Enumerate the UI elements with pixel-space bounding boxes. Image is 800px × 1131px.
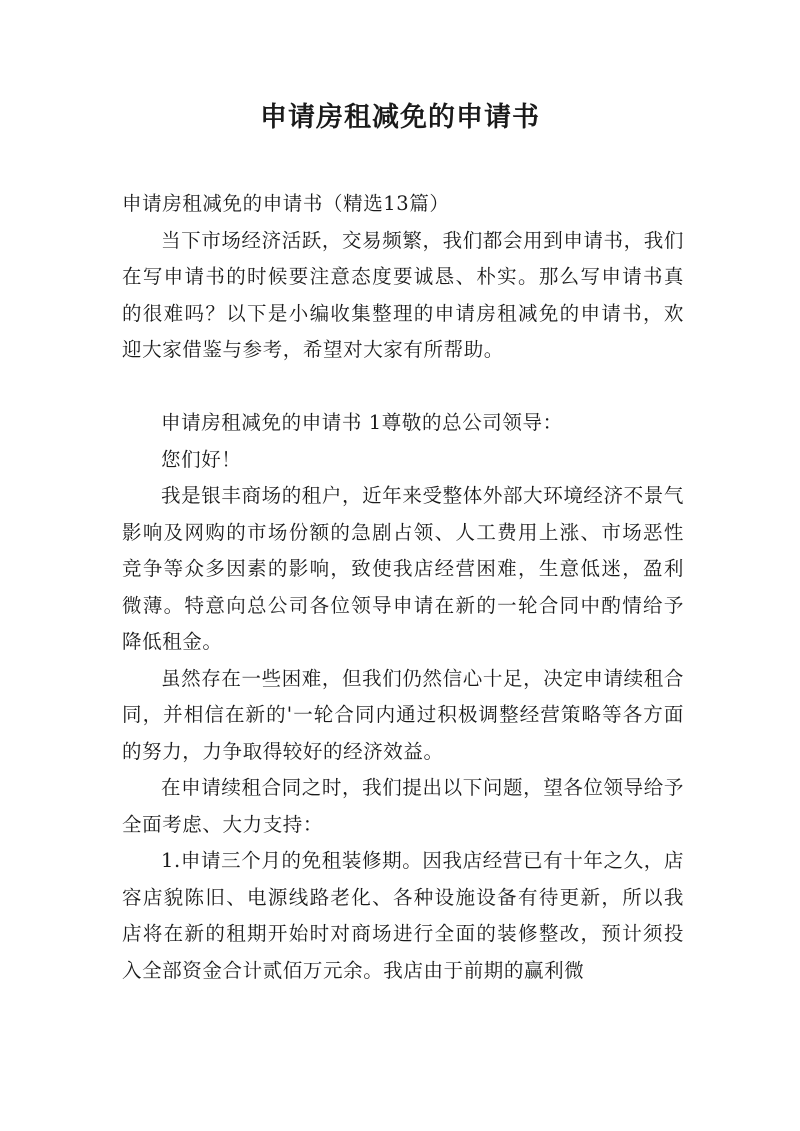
intro-paragraph: 当下市场经济活跃，交易频繁，我们都会用到申请书，我们在写申请书的时候要注意态度要诚恳、朴实。那么写申请书真的很难吗？以下是小编收集整理的申请房租减免的申请书，欢迎大家借鉴与参考，希望对大家有所帮助。 xyxy=(122,228,684,361)
letter-paragraph: 我是银丰商场的租户，近年来受整体外部大环境经济不景气影响及网购的市场份额的急剧占领、人工费用上涨、市场恶性竞争等众多因素的影响，致使我店经营困难，生意低迷，盈利微薄。特意向总公司各位领导申请在新的一轮合同中酌情给予降低租金。 xyxy=(122,484,684,653)
letter-paragraph: 虽然存在一些困难，但我们仍然信心十足，决定申请续租合同，并相信在新的'一轮合同内通过积极调整经营策略等各方面的努力，力争取得较好的经济效益。 xyxy=(122,666,684,763)
document-subtitle: 申请房租减免的申请书（精选13篇） xyxy=(122,192,450,215)
letter-paragraph: 在申请续租合同之时，我们提出以下问题，望各位领导给予全面考虑、大力支持： xyxy=(122,776,684,836)
letter-heading: 申请房租减免的申请书 1尊敬的总公司领导： xyxy=(161,411,563,434)
document-body xyxy=(122,186,684,989)
letter-paragraph: 1.申请三个月的免租装修期。因我店经营已有十年之久，店容店貌陈旧、电源线路老化、各种设施设备有待更新，所以我店将在新的租期开始时对商场进行全面的装修整改，预计须投入全部资金合计贰佰万元余。我店由于前期的赢利微 xyxy=(122,849,684,982)
paragraph-gap xyxy=(122,369,684,406)
document-title: 申请房租减免的申请书 xyxy=(260,102,540,133)
letter-greeting: 您们好！ xyxy=(161,447,242,471)
